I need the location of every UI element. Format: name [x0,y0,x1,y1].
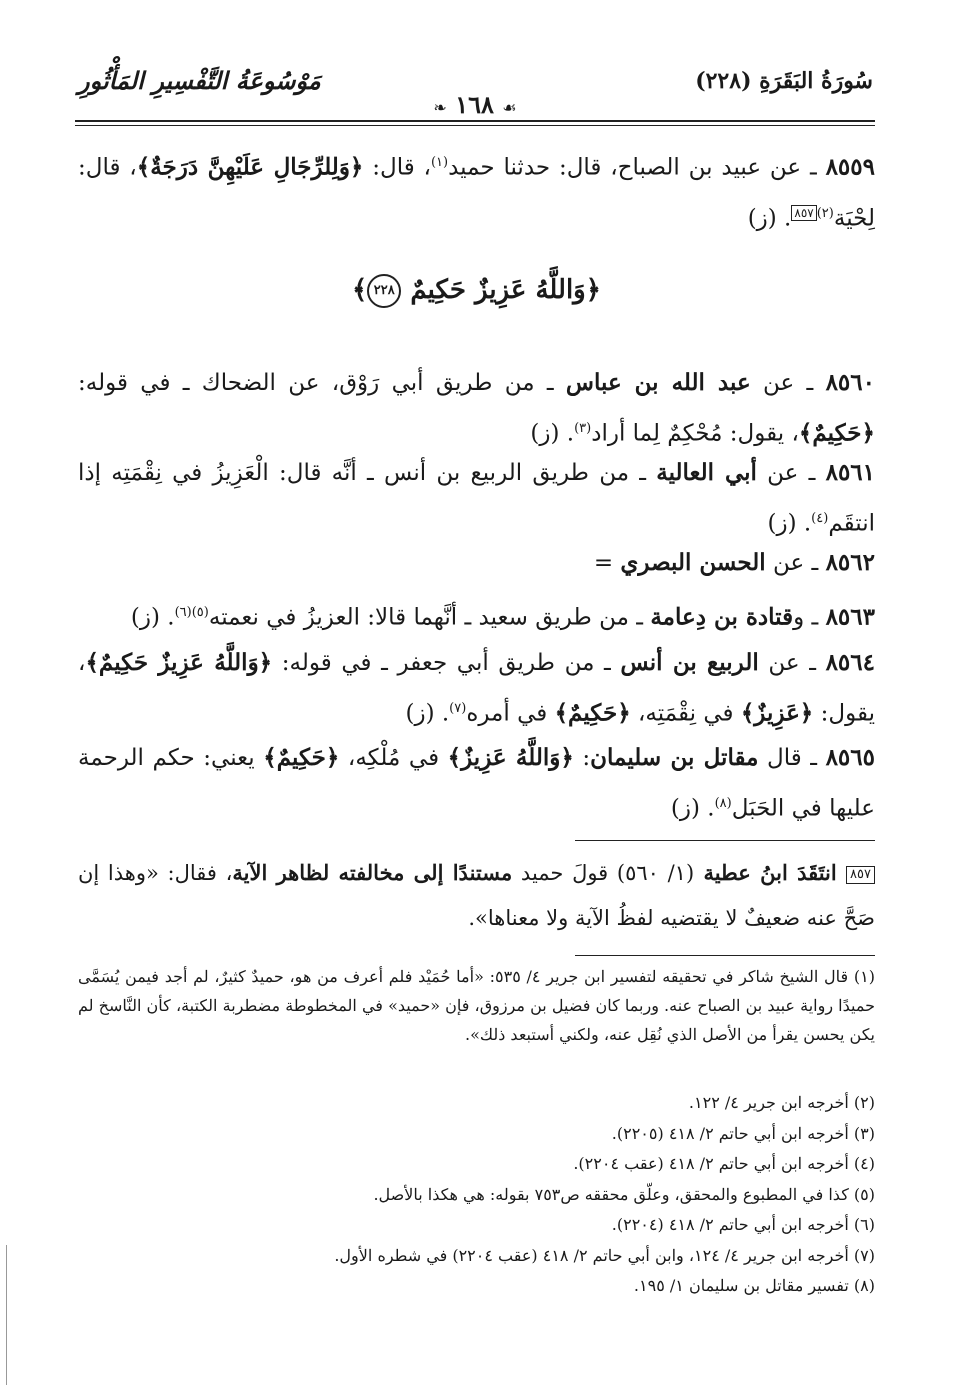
entry-number: ٨٥٦٣ [825,603,875,631]
entry-text: في مُلْكِه، [339,745,448,771]
entry-text: . (ز) [405,700,450,727]
entry-text: . (ز) [670,795,715,822]
commentary-lead: انتَقَدَ ابنُ عطية [694,860,847,885]
header-rule-thin [75,125,875,126]
page-number-block [420,90,530,119]
ayah-text: ﴿وَاللَّهُ عَزِيزٌ حَكِيمٌ [410,275,601,305]
commentary-separator [575,840,875,841]
entry-number: ٨٥٦٥ [825,744,875,771]
narrator-name: الحسن البصري [620,549,766,576]
entry-text: ـ من طريق سعيد ـ أنَّهما قالا: العزيزُ في نعمته [208,604,651,631]
entry-text: ـ من طريق أبي رَوْق، عن الضحاك ـ في قوله: [78,370,566,396]
entry-number: ٨٥٦٢ [825,549,875,576]
entry-text: ـ عن [750,370,826,396]
entry-number: ٨٥٥٩ [825,153,875,181]
footnote-7: (٧) أخرجه ابن جرير ٤/ ١٢٤، وابن أبي حاتم ٢/ ٤١٨ (عقب ٢٢٠٤) في شطره الأول. [334,1245,875,1265]
hadith-entry-8560 [78,360,875,457]
hadith-entry-8565 [78,735,875,832]
book-title: مَوْسُوعَةُ التَّفْسِيرِ المَأْثُورِ [78,66,321,95]
entry-text: ـ قال [758,745,826,771]
footnote-2: (٢) أخرجه ابن جرير ٤/ ١٢٢. [688,1093,875,1112]
footnote-4: (٤) أخرجه ابن أبي حاتم ٢/ ٤١٨ (عقب ٢٢٠٤). [573,1154,875,1173]
narrator-name: قتادة بن دِعامة [650,603,794,631]
narrator-name: مقاتل بن سليمان [590,744,759,771]
footnote-5: (٥) كذا في المطبوع والمحقق، وعلّق محققه ص٧٥٣ بقوله: هي هكذا بالأصل. [373,1184,875,1204]
footnote-ref: (٣) [574,421,592,436]
entry-text: : [573,745,591,771]
hadith-entry-8563 [78,590,875,641]
footnote-3: (٣) أخرجه ابن أبي حاتم ٢/ ٤١٨ (٢٢٠٥). [611,1123,875,1143]
entry-text: ـ و [793,604,826,631]
entry-text: في نِقْمَتِه، [630,700,741,727]
ayah-number: ٢٢٨ [367,274,401,308]
surah-header: سُورَةُ البَقَرَةِ (٢٢٨) [695,68,873,94]
commentary-note [78,850,875,941]
footnote-ref: (١) [430,155,449,170]
footnote-ref: (٧) [449,701,467,716]
entry-text: . (ز) [747,205,792,232]
footnote-6: (٦) أخرجه ابن أبي حاتم ٢/ ٤١٨ (٢٢٠٤). [611,1215,875,1234]
quran-quote: ﴿وَاللَّهُ عَزِيزٌ حَكِيمٌ﴾ [85,649,273,676]
footnote-ref: (٥)(٦) [174,605,209,620]
page-number: ١٦٨ [455,90,494,119]
entry-text: . (ز) [530,420,575,447]
footnote-8: (٨) تفسير مقاتل بن سليمان ١/ ١٩٥. [633,1276,875,1295]
entry-text: ـ عن عبيد بن الصباح، قال: حدثنا حميد [448,154,826,181]
quran-quote: ﴿وَلِلرِّجَالِ عَلَيْهِنَّ دَرَجَةٌ﴾ [136,153,364,181]
entry-number: ٨٥٦١ [825,459,876,486]
footnote-ref: (٨) [714,796,732,811]
ornament-icon: ❧ [433,98,447,117]
quran-quote: ﴿حَكِيمٌ﴾ [554,699,631,727]
footnote-list [78,1088,875,1302]
commentary-text: (١/ ٥٦٠) قولَ حميد [512,861,695,885]
footnote-ref: (٤) [811,511,829,526]
entry-number: ٨٥٦٠ [825,369,875,396]
entry-number: ٨٥٦٤ [825,649,875,676]
comment-number-box: ٨٥٧ [846,866,875,884]
entry-text: ، يقول: [78,650,875,727]
ayah-bracket: ﴾ [352,275,368,305]
footnote-separator [575,955,875,956]
quran-quote: ﴿وَاللَّهُ عَزِيزٌ﴾ [447,744,574,771]
entry-text: . (ز) [130,604,175,631]
footnote-ref: (٢) [816,205,834,221]
entry-text: ـ عن [758,650,826,676]
hadith-entry-8561 [78,450,875,547]
narrator-name: أبي العالية [656,459,757,486]
entry-text: ـ من طريق أبي جعفر ـ في قوله: [272,650,621,676]
narrator-name: الربيع بن أنس [620,649,759,676]
entry-text: ـ من طريق الربيع بن أنس ـ أنَّه قال: الْعَزِيزُ في نِقْمَتِه إذا انتقَم [78,460,875,537]
entry-text: ـ عن [756,460,826,486]
hadith-entry-8559 [78,140,875,241]
entry-text: . (ز) [767,510,812,537]
entry-text: يعني: حكم الرحمة عليها في الحَبَل [78,745,875,822]
quran-quote: ﴿حَكِيمٌ﴾ [263,744,340,771]
quran-quote: ﴿عَزِيزٌ﴾ [740,699,814,727]
entry-text: ، قال: لِحْيَة [78,154,875,232]
comment-ref-box: ٨٥٧ [791,205,816,221]
entry-text: ، يقول: مُحْكِمٌ لِما أراد [591,420,799,447]
entry-text: ، قال: [363,154,431,181]
hadith-entry-8564 [78,640,875,737]
commentary-bold: مستندًا إلى مخالفته لظاهر الآية [232,860,513,885]
narrator-name: عبد الله بن عباس [565,369,751,396]
entry-text: ـ عن [765,550,826,576]
hadith-entry-8562 [78,540,875,586]
ornament-icon: ☙ [502,98,517,117]
ayah-heading [78,274,875,308]
entry-text: = [593,550,621,576]
commentary-text: ، فقال: «وهذا إن صَحَّ عنه ضعيفٌ لا يقتضيه لفظُ الآية ولا معناها». [78,861,875,930]
quran-quote: ﴿حَكِيمٌ﴾ [798,419,875,447]
footnote-1: (١) قال الشيخ شاكر في تحقيقه لتفسير ابن جرير ٤/ ٥٣٥: «أما حُمَيْد فلم أعرف من هو، حميدٌ كثيرٌ، لم أجد فيمن يُسَمَّى حميدًا رواية عبيد بن الصباح عنه. وربما كان فضيل بن مرزوق، فإن «حميد» في المخطوطة مضطربة الكتبة، كأن النَّاسخ لم يكن يحسن يقرأ من الأصل الذي نُقِل عنه، ولكني أستبعد ذلك». [78,967,876,1044]
header-rule [75,120,875,122]
scan-edge-mark [6,1245,8,1385]
entry-text: في أمره [466,700,555,727]
